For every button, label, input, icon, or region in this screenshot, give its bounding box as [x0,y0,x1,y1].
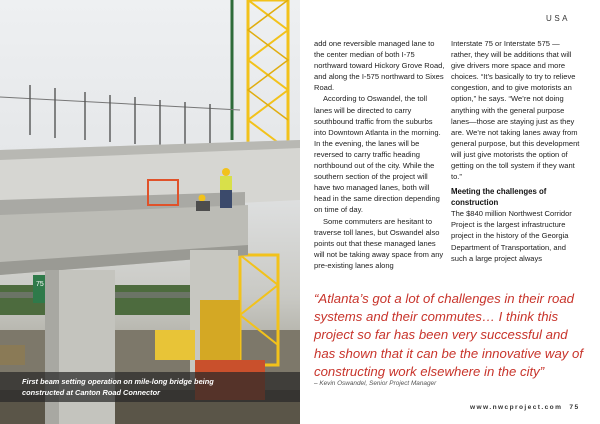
column1-paragraph-3: Some commuters are hesitant to traverse toll lanes, but Oswandel also points out that these managed lanes will not be taking away space from any pre-existing lanes along [314,216,444,270]
section-label: USA [546,14,570,23]
page-footer [470,404,580,411]
highway-sign-number: 75 [36,281,44,288]
pull-quote: “Atlanta’s got a lot of challenges in their road systems and their commutes… I think this project so far has been very successful and has shown that it can be the innovative way of constructing work elsewhere in the city” [314,291,584,379]
page-number: 75 [569,404,580,411]
column1-paragraph-1: add one reversible managed lane to the center median of both I-75 northward toward Hickory Grove Road, and along the I-575 northward to Sixes Road. [314,39,445,93]
column2-paragraph-2: The $840 million Northwest Corridor Project is the largest infrastructure project in the history of the Georgia Department of Transportation, and such a large project always [451,209,572,263]
highway-sign [33,275,47,303]
column1-paragraph-2: According to Oswandel, the toll lanes will be directed to carry southbound traffic from the suburbs into Downtown Atlanta in the morning. In the evening, the lanes will be reversed to carry traffic heading northbound out of the city. While the southern section of the project will have two managed lanes, both will head in the same direction depending on time of day. [314,94,441,215]
column2-paragraph-1: Interstate 75 or Interstate 575 — rather, they will be additions that will give drivers more space and more choices. “It’s basically to try to relieve congestion, and to give motorists an option,” he says. “We’re not doing anything with the general purpose lanes—those are staying just as they are. We’re not taking lanes away from general purpose, but this development will just give motorists the option of getting on the toll system if they want to.” [451,39,580,182]
caption-line-1: First beam setting operation on mile-long bridge being [22,377,214,386]
caption-line-2: constructed at Canton Road Connector [22,388,160,397]
section-heading: Meeting the challenges of construction [451,187,547,207]
photo-caption [0,372,300,402]
text-column-1 [314,38,446,271]
text-column-2 [451,38,581,264]
quote-attribution: – Kevin Oswandel, Senior Project Manager [314,380,437,387]
footer-website: www.nwcproject.com [470,404,563,411]
